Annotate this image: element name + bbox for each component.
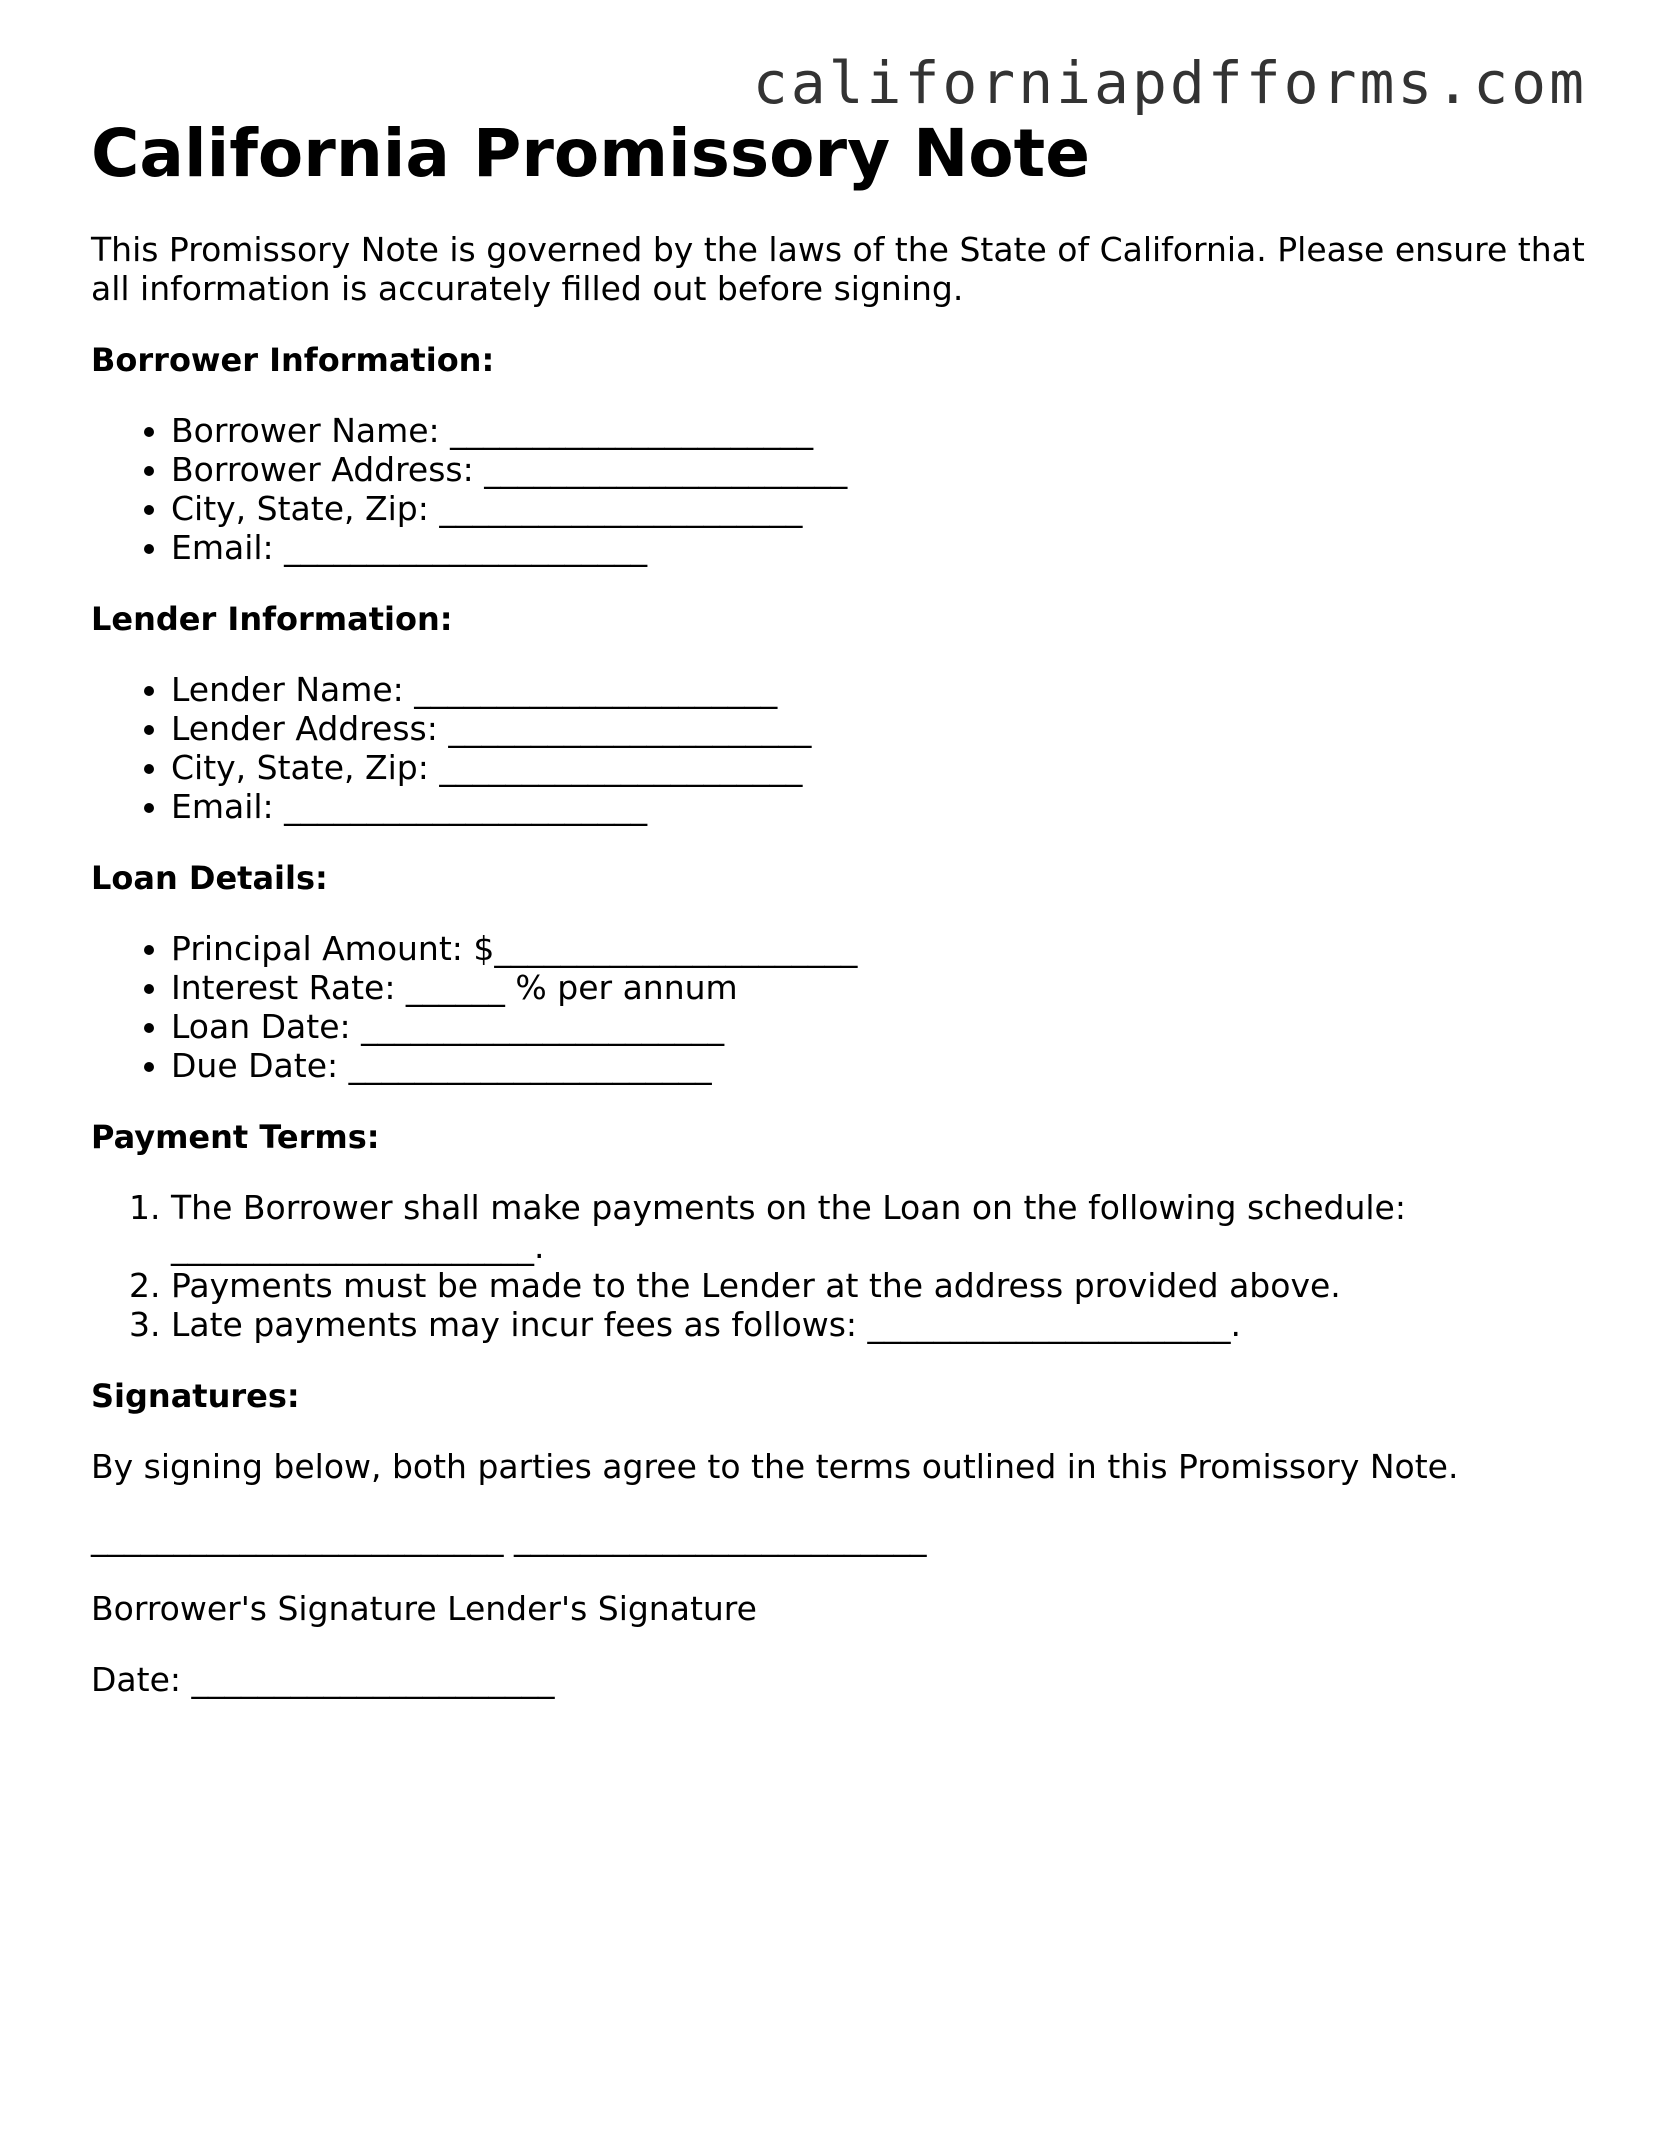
lender-heading: Lender Information:: [91, 600, 453, 638]
lender-city-state-zip-field: • City, State, Zip: ______________________: [171, 748, 1591, 787]
borrower-list: [91, 411, 1591, 567]
loan-date-field: • Loan Date: ______________________: [171, 1007, 1591, 1046]
loan-list: [91, 929, 1591, 1085]
signature-labels: Borrower's Signature Lender's Signature: [91, 1589, 757, 1628]
borrower-city-state-zip-field: • City, State, Zip: ______________________: [171, 489, 1591, 528]
signatures-heading: Signatures:: [91, 1377, 300, 1415]
payment-terms-list: [91, 1188, 1591, 1344]
borrower-name-field: • Borrower Name: ______________________: [171, 411, 1591, 450]
borrower-heading: Borrower Information:: [91, 341, 495, 379]
late-fee-term: 3. Late payments may incur fees as follows: ______________________.: [171, 1305, 1591, 1344]
lender-address-field: • Lender Address: ______________________: [171, 709, 1591, 748]
due-date-field: • Due Date: ______________________: [171, 1046, 1591, 1085]
borrower-email-field: • Email: ______________________: [171, 528, 1591, 567]
signature-lines: _________________________ _________________________: [91, 1518, 927, 1557]
lender-list: [91, 670, 1591, 826]
interest-rate-field: • Interest Rate: ______ % per annum: [171, 968, 1591, 1007]
intro-paragraph: This Promissory Note is governed by the laws of the State of California. Please ensure that all information is accurately filled out before signing.: [91, 230, 1585, 308]
loan-heading: Loan Details:: [91, 859, 328, 897]
signatures-intro: By signing below, both parties agree to the terms outlined in this Promissory Note.: [91, 1447, 1459, 1486]
borrower-address-field: • Borrower Address: ______________________: [171, 450, 1591, 489]
payment-schedule-term: 1. The Borrower shall make payments on the Loan on the following schedule: ______________________.: [171, 1188, 1591, 1266]
payment-location-term: 2. Payments must be made to the Lender at the address provided above.: [171, 1266, 1591, 1305]
lender-name-field: • Lender Name: ______________________: [171, 670, 1591, 709]
page-title: California Promissory Note: [91, 115, 1090, 192]
lender-email-field: • Email: ______________________: [171, 787, 1591, 826]
signature-date-field: Date: ______________________: [91, 1660, 555, 1699]
payment-heading: Payment Terms:: [91, 1118, 380, 1156]
principal-amount-field: • Principal Amount: $______________________: [171, 929, 1591, 968]
document-page: [91, 112, 1591, 1699]
watermark: californiapdfforms.com: [752, 49, 1587, 117]
